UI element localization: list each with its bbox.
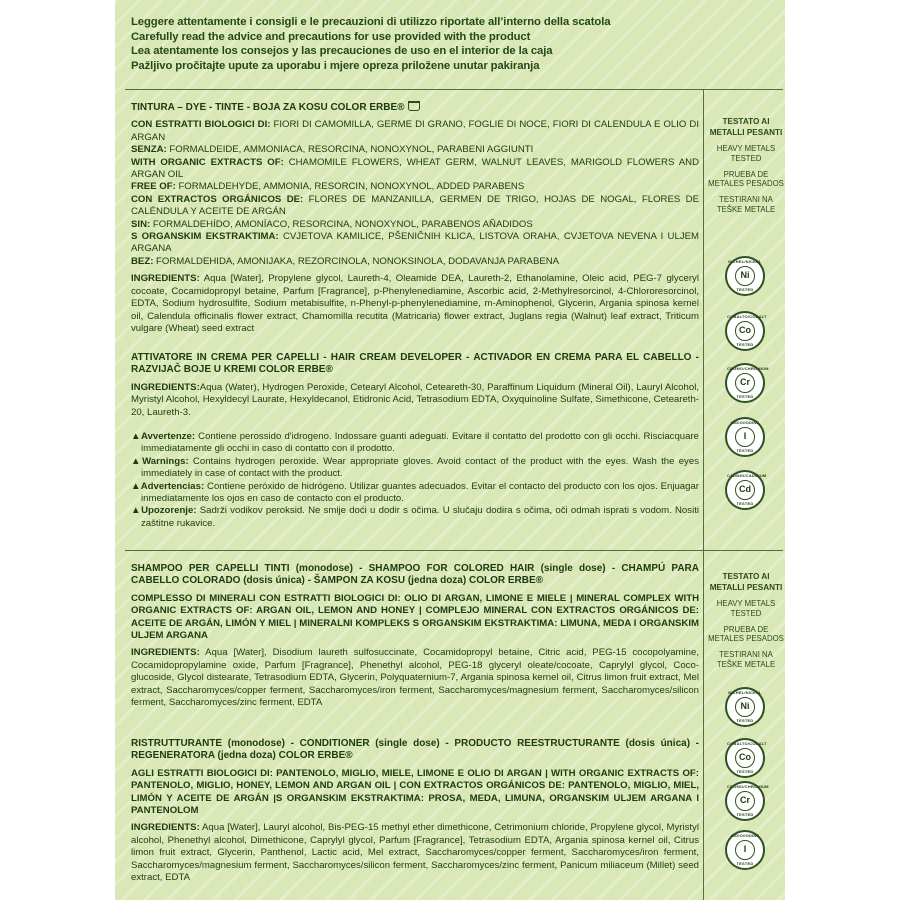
extract-line: S ORGANSKIM EKSTRAKTIMA: CVJETOVA KAMILICE, PŠENIČNIH KLICA, LISTOVA ORAHA, CVJETOVA NEVENA I ULJEM ARGANA [131,231,700,255]
extract-line: FREE OF: FORMALDEHYDE, AMMONIA, RESORCIN, NONOXYNOL, ADDED PARABENS [131,181,525,193]
heavy-metals-line: PRUEBA DE METALES PESADOS [708,624,784,644]
divider [125,89,783,90]
intro-notice [131,15,691,73]
intro-line: Pažljivo pročitajte upute za uporabu i mjere opreza priložene unutar pakiranja [131,59,540,72]
ingredients: INGREDIENTS: Aqua [Water], Disodium laureth sulfosuccinate, Cocamidopropyl betaine, Citric acid, PEG-15 cocopolyamine, Cocamidopropylamine oxide, Parfum [Fragrance], Phenethyl alcohol, PEG-18 glyceryl oleate/cocoate, Caprylyl glycol, Coco-glucoside, Glycol distearate, Tetrasodium EDTA, Glycerin, Polyquaternium-7, Argania spinosa kernel oil, Citrus limon fruit extract, Mel extract, Saccharomyces/copper ferment, Saccharomyces/iron ferment, Saccharomyces/magnesium ferment, Saccharomyces/silicon ferment, Saccharomyces/zinc ferment, EDTA [131,647,699,709]
heavy-metals-line: TESTIRANI NA TEŠKE METALE [716,650,776,669]
intro-line: Leggere attentamente i consigli e le precauzioni di utilizzo riportate all’interno della scatola [131,16,611,28]
heavy-metals-note [706,572,786,670]
warnings [131,431,699,530]
conditioner-section [131,738,699,884]
extract-line: BEZ: FORMALDEHIDA, AMONIJAKA, REZORCINOLA, NONOKSINOLA, DODAVANJA PARABENA [131,255,560,267]
intro-line: Lea atentamente los consejos y las precauciones de uso en el interior de la caja [131,45,553,57]
cadmium-tested-icon: CADMIO/CADMIUM Cd TESTED [725,470,765,510]
developer-section [131,352,699,530]
warning-item: ▲Upozorenje: Sadrži vodikov peroksid. Ne smije doći u dodir s očima. U slučaju dodira s očima, oči odmah isprati s vodom. Nositi zaštitne rukavice. [131,505,699,529]
ingredients: INGREDIENTS: Aqua [Water], Propylene glycol, Laureth-4, Oleamide DEA, Laureth-2, Ethanolamine, Oleic acid, PEG-7 glyceryl cocoate, Cocamidopropyl betaine, Parfum [Fragrance], p-Phenylenediamine, Ascorbic acid, 2-Methylresorcinol, 4-Chlororesorcinol, EDTA, Sodium hydrosulfite, Sodium metabisulfite, n-Phenyl-p-phenylenediamine, m-Aminophenol, Glycerin, Argania spinosa kernel oil, Calendula officinalis flower extract, Chamomilla recutita (Matricaria) flower extract, Juglans regia (Walnut) leaf extract, Triticum vulgare (Wheat) seed extract [131,273,699,334]
ingredients: INGREDIENTS: Aqua [Water], Lauryl alcohol, Bis-PEG-15 methyl ether dimethicone, Cetrimonium chloride, Propylene glycol, Myristyl alcohol, Phenethyl alcohol, Dimethicone, Caprylyl glycol, Parfum [Fragrance], Tetrasodium EDTA, Argania spinosa kernel oil, Citrus limon fruit extract, Glycerin, Panthenol, Lactic acid, Mel extract, Saccharomyces/copper ferment, Saccharomyces/iron ferment, Saccharomyces/magnesium ferment, Saccharomyces/silicon ferment, Saccharomyces/zinc ferment, Panicum miliaceum (Millet) seed extract, EDTA [131,822,699,884]
cobalt-tested-icon: COBALTO/COBALT Co TESTED [725,311,765,351]
cobalt-tested-icon: COBALTO/COBALT Co TESTED [725,738,765,778]
extract-line: WITH ORGANIC EXTRACTS OF: CHAMOMILE FLOWERS, WHEAT GERM, WALNUT LEAVES, MARIGOLD FLOWERS AND ARGAN OIL [131,156,700,181]
heavy-metals-line: HEAVY METALS TESTED [716,599,776,618]
warning-item: ▲Advertencias: Contiene peróxido de hidrógeno. Utilizar guantes adecuados. Evitar el contacto del producto con los ojos. Enjuagar inmediatamente los ojos en caso de contacto con el producto. [131,480,699,505]
pot-icon [408,101,420,111]
extract-line: CON EXTRACTOS ORGÁNICOS DE: FLORES DE MANZANILLA, GERMEN DE TRIGO, HOJAS DE NOGAL, FLORES DE CALÉNDULA Y ACEITE DE ARGÁN [131,193,699,218]
heavy-metals-note [706,117,786,215]
section-title: RISTRUTTURANTE (monodose) - CONDITIONER (single dose) - PRODUCTO REESTRUCTURANTE (dosis única) - REGENERATORA (jedna doza) COLOR ERBE® [131,738,699,762]
nickel-tested-icon: NICHEL/NICKEL Ni TESTED [725,687,765,727]
heavy-metals-line: PRUEBA DE METALES PESADOS [708,169,784,189]
extract-line: SIN: FORMALDEHÍDO, AMONÍACO, RESORCINA, NONOXYNOL, PARABENOS AÑADIDOS [131,218,533,230]
divider [125,550,783,551]
dye-section [131,101,699,335]
chromium-tested-icon: CROMO/CHROMIUM Cr TESTED [725,781,765,821]
section-title: TINTURA – DYE - TINTE - BOJA ZA KOSU COLOR ERBE® [131,101,699,114]
extract-line: SENZA: FORMALDEIDE, AMMONIACA, RESORCINA, NONOXYNOL, PARABENI AGGIUNTI [131,144,534,156]
iodine-tested-icon: IODIO/IODINE I TESTED [725,417,765,457]
chromium-tested-icon: CROMO/CHROMIUM Cr TESTED [725,363,765,403]
extract-line: CON ESTRATTI BIOLOGICI DI: FIORI DI CAMOMILLA, GERME DI GRANO, FOGLIE DI NOCE, FIORI DI CALENDULA E OLIO DI ARGAN [131,119,699,143]
section-title: SHAMPOO PER CAPELLI TINTI (monodose) - SHAMPOO FOR COLORED HAIR (single dose) - CHAMPÚ PARA CABELLO COLORADO (dosis única) - ŠAMPON ZA KOSU (jedna doza) COLOR ERBE® [131,563,699,587]
ingredients: INGREDIENTS:Aqua (Water), Hydrogen Peroxide, Cetearyl Alcohol, Ceteareth-30, Paraffinum Liquidum (Mineral Oil), Lauryl Alcohol, Myristyl Alcohol, Hexyldecyl Laurate, Hexyldecanol, Etidronic Acid, Tetrasodium EDTA, Oxyquinoline Sulfate, Simethicone, Ceteareth-20, Laureth-3. [131,381,699,418]
intro-line: Carefully read the advice and precautions for use provided with the product [131,30,531,43]
shampoo-section [131,563,699,709]
extract-line: COMPLESSO DI MINERALI CON ESTRATTI BIOLOGICI DI: OLIO DI ARGAN, LIMONE E MIELE | MINERAL COMPLEX WITH ORGANIC EXTRACTS OF: ARGAN OIL, LEMON AND HONEY | COMPLEJO MINERAL CON EXTRACTOS ORGÁNICOS DE: ACEITE DE ARGÁN, LIMÓN Y MIEL | MINERALNI KOMPLEKS S ORGANSKIM EKSTRAKTIMA: LIMUNA, MEDA I ORGANSKIM ULJEM ARGANA [131,592,699,642]
nickel-tested-icon: NICHEL/NICKEL Ni TESTED [725,256,765,296]
heavy-metals-title: TESTATO AI METALLI PESANTI [709,117,783,137]
iodine-tested-icon: IODIO/IODINE I TESTED [725,830,765,870]
warning-item: ▲Warnings: Contains hydrogen peroxide. Wear appropriate gloves. Avoid contact of the product with the eyes. Wash the eyes immediately in case of contact with the product. [131,455,699,480]
extract-line: AGLI ESTRATTI BIOLOGICI DI: PANTENOLO, MIGLIO, MIELE, LIMONE E OLIO DI ARGAN | WITH ORGANIC EXTRACTS OF: PANTENOLO, MIGLIO, HONEY, LEMON AND ARGAN OIL | CON EXTRACTOS ORGÁNICOS DE: PANTENOLO, MIGLIO, MIEL, LIMÓN Y ACEITE DE ARGÁN |S ORGANSKIM EKSTRAKTIMA: PROSA, MEDA, LIMUNA, ORGANSKIM ULJEM ARGANA I PANTENOLOM [131,767,699,817]
section-title: ATTIVATORE IN CREMA PER CAPELLI - HAIR CREAM DEVELOPER - ACTIVADOR EN CREMA PARA EL CABELLO - RAZVIJAČ BOJE U KREMI COLOR ERBE® [131,352,699,376]
heavy-metals-line: HEAVY METALS TESTED [716,144,776,163]
column-divider [703,89,704,900]
heavy-metals-title: TESTATO AI METALLI PESANTI [709,572,783,592]
warning-item: ▲Avvertenze: Contiene perossido d'idrogeno. Indossare guanti adeguati. Evitare il contatto del prodotto con gli occhi. Risciacquare immediatamente gli occhi in caso di contatto con il prodotto. [131,431,700,455]
heavy-metals-line: TESTIRANI NA TEŠKE METALE [716,195,776,214]
